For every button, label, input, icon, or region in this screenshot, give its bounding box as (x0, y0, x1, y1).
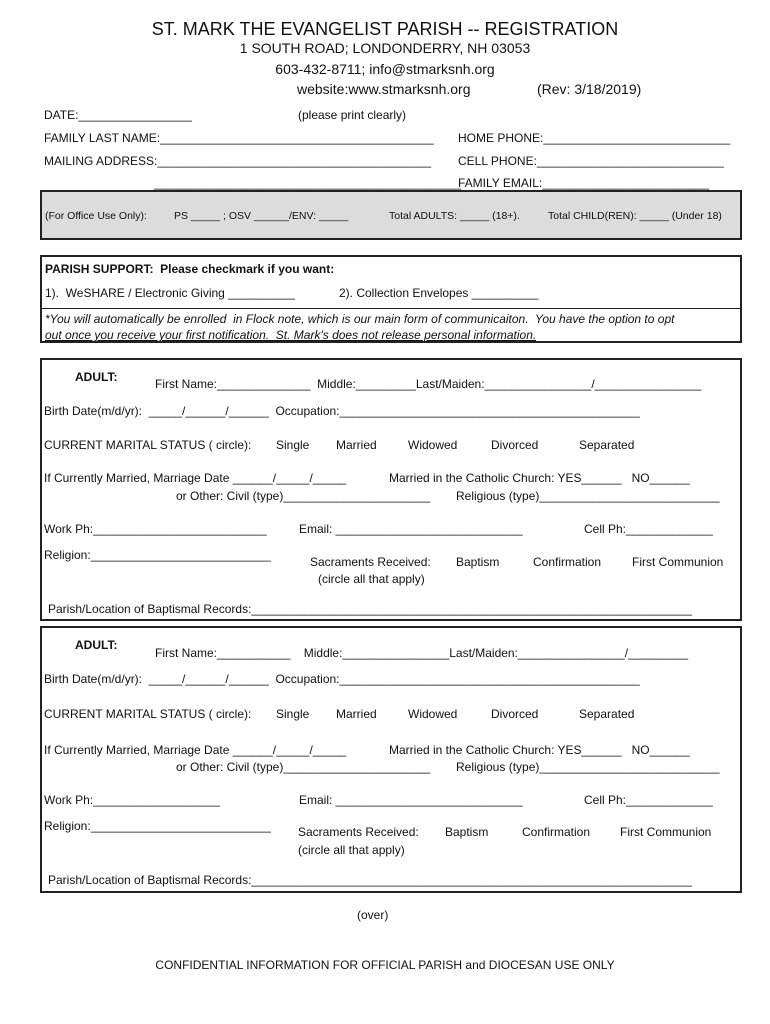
family-email-field[interactable]: FAMILY EMAIL:_________________________ (458, 176, 710, 190)
catholic-church-field[interactable]: Married in the Catholic Church: YES______ NO______ (389, 471, 690, 485)
status-married[interactable]: Married (336, 438, 377, 452)
page-title: ST. MARK THE EVANGELIST PARISH -- REGISTRATION (151, 19, 619, 39)
collection-envelopes-option[interactable]: 2). Collection Envelopes __________ (339, 286, 539, 300)
adult-name-fields[interactable]: First Name:______________ Middle:_________Last/Maiden:________________/________________ (155, 377, 702, 391)
marriage-date-field[interactable]: If Currently Married, Marriage Date ______/_____/_____ (44, 471, 347, 485)
status-separated[interactable]: Separated (579, 707, 635, 721)
revision-date: (Rev: 3/18/2019) (537, 81, 642, 97)
status-divorced[interactable]: Divorced (491, 438, 539, 452)
adult-heading: ADULT: (75, 638, 118, 652)
family-last-name-field[interactable]: FAMILY LAST NAME:_________________________________________ (44, 131, 434, 145)
circle-all-note: (circle all that apply) (298, 843, 405, 857)
religion-field[interactable]: Religion:___________________________ (44, 819, 271, 833)
home-phone-field[interactable]: HOME PHONE:____________________________ (458, 131, 731, 145)
flocknote-note-line1: *You will automatically be enrolled in Flock note, which is our main form of communicaiton. You have the option to opt (45, 312, 675, 326)
parish-website: website:www.stmarksnh.org (297, 81, 471, 97)
sacrament-baptism[interactable]: Baptism (445, 825, 489, 839)
parish-address: 1 SOUTH ROAD; LONDONDERRY, NH 03053 (239, 40, 531, 56)
cell-phone-field[interactable]: Cell Ph:_____________ (584, 522, 713, 536)
office-total-adults: Total ADULTS: _____ (18+). (389, 210, 520, 222)
baptismal-records-field[interactable]: Parish/Location of Baptismal Records:__________________________________________________________________ (48, 602, 692, 616)
flocknote-note-line2: out once you receive your first notification. St. Mark's does not release personal information. (45, 328, 537, 341)
civil-type-field[interactable]: or Other: Civil (type)______________________ (176, 489, 431, 503)
status-separated[interactable]: Separated (579, 438, 635, 452)
religious-type-field[interactable]: Religious (type)___________________________ (456, 760, 720, 774)
date-field[interactable]: DATE:_________________ (44, 108, 192, 122)
work-phone-field[interactable]: Work Ph:__________________________ (44, 522, 267, 536)
circle-all-note: (circle all that apply) (318, 572, 425, 586)
religious-type-field[interactable]: Religious (type)___________________________ (456, 489, 720, 503)
marital-status-label: CURRENT MARITAL STATUS ( circle): (44, 707, 252, 721)
weshare-option[interactable]: 1). WeSHARE / Electronic Giving __________ (45, 286, 295, 300)
office-ps-osv-env: PS _____ ; OSV ______/ENV: _____ (174, 210, 349, 222)
parish-support-heading: PARISH SUPPORT: Please checkmark if you want: (45, 262, 335, 276)
adult-section-1 (40, 358, 742, 621)
mailing-address-field[interactable]: MAILING ADDRESS:_________________________________________ (44, 154, 431, 168)
sacrament-first-communion[interactable]: First Communion (620, 825, 712, 839)
adult-section-2 (40, 626, 742, 893)
confidential-note: CONFIDENTIAL INFORMATION FOR OFFICIAL PARISH and DIOCESAN USE ONLY (155, 958, 615, 972)
sacrament-confirmation[interactable]: Confirmation (533, 555, 602, 569)
religion-field[interactable]: Religion:___________________________ (44, 548, 271, 562)
office-total-children: Total CHILD(REN): _____ (Under 18) (548, 210, 722, 222)
email-field[interactable]: Email: ____________________________ (299, 522, 523, 536)
birth-date-occupation-fields[interactable]: Birth Date(m/d/yr): _____/______/______ Occupation:_____________________________________________ (44, 404, 640, 418)
status-widowed[interactable]: Widowed (408, 438, 458, 452)
status-divorced[interactable]: Divorced (491, 707, 539, 721)
baptismal-records-field[interactable]: Parish/Location of Baptismal Records:__________________________________________________________________ (48, 873, 692, 887)
status-married[interactable]: Married (336, 707, 377, 721)
marital-status-label: CURRENT MARITAL STATUS ( circle): (44, 438, 252, 452)
over-note: (over) (357, 908, 389, 922)
marriage-date-field[interactable]: If Currently Married, Marriage Date ______/_____/_____ (44, 743, 347, 757)
adult-heading: ADULT: (75, 370, 118, 384)
catholic-church-field[interactable]: Married in the Catholic Church: YES______ NO______ (389, 743, 690, 757)
adult-name-fields[interactable]: First Name:___________ Middle:________________Last/Maiden:________________/_________ (155, 646, 689, 660)
print-clearly-note: (please print clearly) (298, 108, 407, 122)
status-single[interactable]: Single (276, 438, 310, 452)
sacrament-first-communion[interactable]: First Communion (632, 555, 724, 569)
office-use-box (40, 190, 742, 240)
parish-support-box (40, 255, 742, 343)
sacraments-label: Sacraments Received: (298, 825, 419, 839)
sacraments-label: Sacraments Received: (310, 555, 431, 569)
mailing-address-line2-field[interactable]: ______________________________________________ (154, 176, 461, 190)
civil-type-field[interactable]: or Other: Civil (type)______________________ (176, 760, 431, 774)
divider (42, 308, 740, 309)
sacrament-baptism[interactable]: Baptism (456, 555, 500, 569)
status-single[interactable]: Single (276, 707, 310, 721)
status-widowed[interactable]: Widowed (408, 707, 458, 721)
cell-phone-field[interactable]: CELL PHONE:____________________________ (458, 154, 724, 168)
sacrament-confirmation[interactable]: Confirmation (522, 825, 591, 839)
work-phone-field[interactable]: Work Ph:___________________ (44, 793, 220, 807)
birth-date-occupation-fields[interactable]: Birth Date(m/d/yr): _____/______/______ Occupation:_____________________________________________ (44, 672, 640, 686)
email-field[interactable]: Email: ____________________________ (299, 793, 523, 807)
cell-phone-field[interactable]: Cell Ph:_____________ (584, 793, 713, 807)
parish-contact: 603-432-8711; info@stmarksnh.org (275, 61, 495, 77)
office-use-label: (For Office Use Only): (45, 210, 147, 222)
